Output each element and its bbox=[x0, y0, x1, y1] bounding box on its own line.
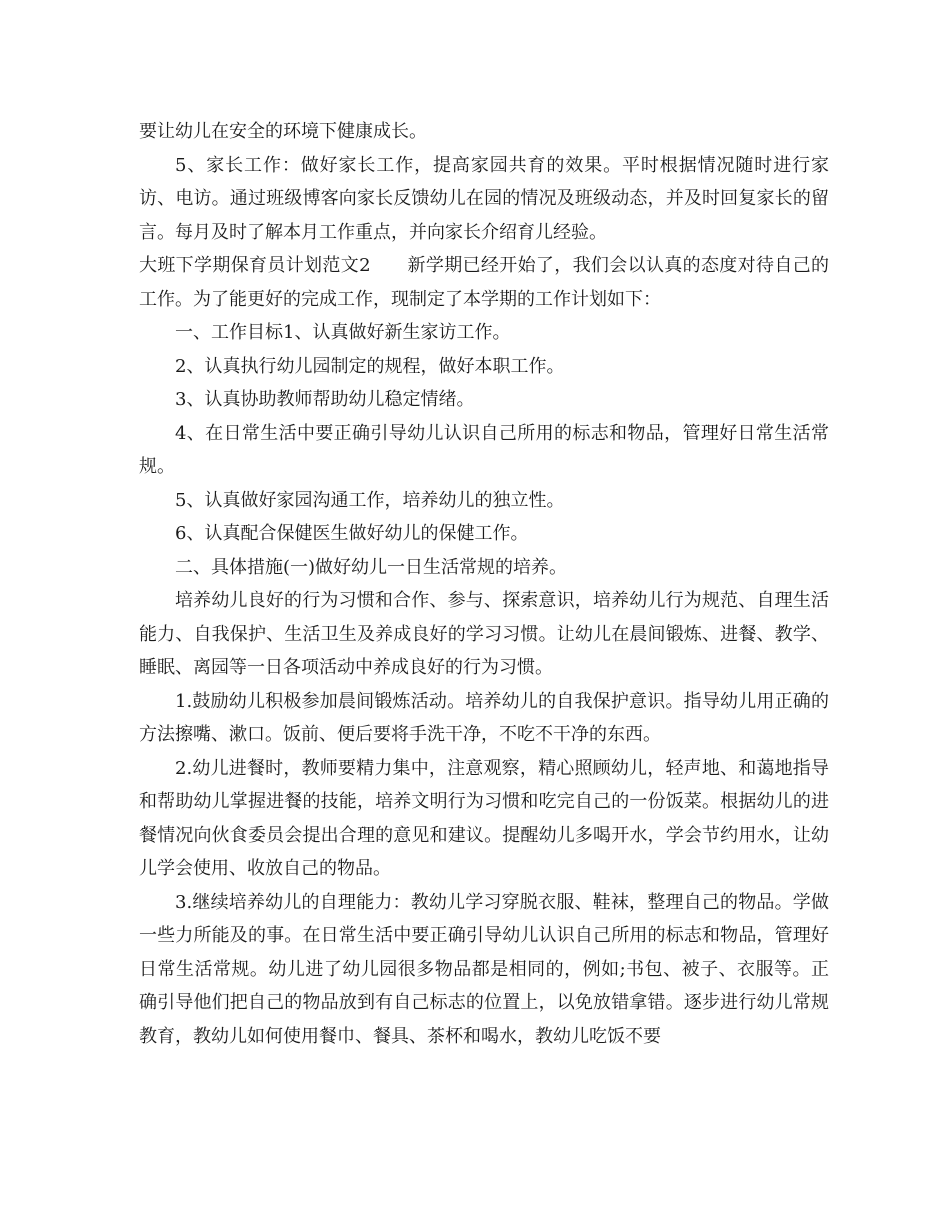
paragraph-6: 3、认真协助教师帮助幼儿稳定情绪。 bbox=[175, 389, 475, 410]
paragraph-10: 二、具体措施(一)做好幼儿一日生活常规的培养。 bbox=[175, 556, 568, 578]
paragraph-11: 培养幼儿良好的行为习惯和合作、参与、探索意识，培养幼儿行为规范、自理生活能力、自我保护、生活卫生及养成良好的学习习惯。让幼儿在晨间锻炼、进餐、教学、睡眠、离园等一日各项活动中养成良好的行为习惯。 bbox=[139, 590, 829, 678]
paragraph-3: 大班下学期保育员计划范文2 新学期已经开始了，我们会以认真的态度对待自己的工作。为了能更好的完成工作，现制定了本学期的工作计划如下： bbox=[139, 255, 829, 310]
paragraph-7: 4、在日常生活中要正确引导幼儿认识自己所用的标志和物品，管理好日常生活常规。 bbox=[139, 422, 829, 477]
paragraph-14: 3.继续培养幼儿的自理能力：教幼儿学习穿脱衣服、鞋袜，整理自己的物品。学做一些力所能及的事。在日常生活中要正确引导幼儿认识自己所用的标志和物品，管理好日常生活常规。幼儿进了幼儿园很多物品都是相同的，例如;书包、被子、衣服等。正确引导他们把自己的物品放到有自己标志的位置上，以免放错拿错。逐步进行幼儿常规教育，教幼儿如何使用餐巾、餐具、茶杯和喝水，教幼儿吃饭不要 bbox=[139, 891, 829, 1047]
paragraph-9: 6、认真配合保健医生做好幼儿的保健工作。 bbox=[175, 523, 529, 544]
document-body bbox=[139, 115, 829, 1053]
paragraph-12: 1.鼓励幼儿积极参加晨间锻炼活动。培养幼儿的自我保护意识。指导幼儿用正确的方法擦嘴、漱口。饭前、便后要将手洗干净，不吃不干净的东西。 bbox=[139, 690, 829, 745]
paragraph-2: 5、家长工作：做好家长工作，提高家园共育的效果。平时根据情况随时进行家访、电访。通过班级博客向家长反馈幼儿在园的情况及班级动态，并及时回复家长的留言。每月及时了解本月工作重点，并向家长介绍育儿经验。 bbox=[139, 154, 829, 243]
paragraph-5: 2、认真执行幼儿园制定的规程，做好本职工作。 bbox=[175, 355, 565, 377]
paragraph-4: 一、工作目标1、认真做好新生家访工作。 bbox=[175, 322, 511, 343]
paragraph-8: 5、认真做好家园沟通工作，培养幼儿的独立性。 bbox=[175, 489, 565, 511]
paragraph-13: 2.幼儿进餐时，教师要精力集中，注意观察，精心照顾幼儿，轻声地、和蔼地指导和帮助幼儿掌握进餐的技能，培养文明行为习惯和吃完自己的一份饭菜。根据幼儿的进餐情况向伙食委员会提出合理的意见和建议。提醒幼儿多喝开水，学会节约用水，让幼儿学会使用、收放自己的物品。 bbox=[139, 757, 829, 879]
paragraph-1: 要让幼儿在安全的环境下健康成长。 bbox=[139, 121, 427, 142]
